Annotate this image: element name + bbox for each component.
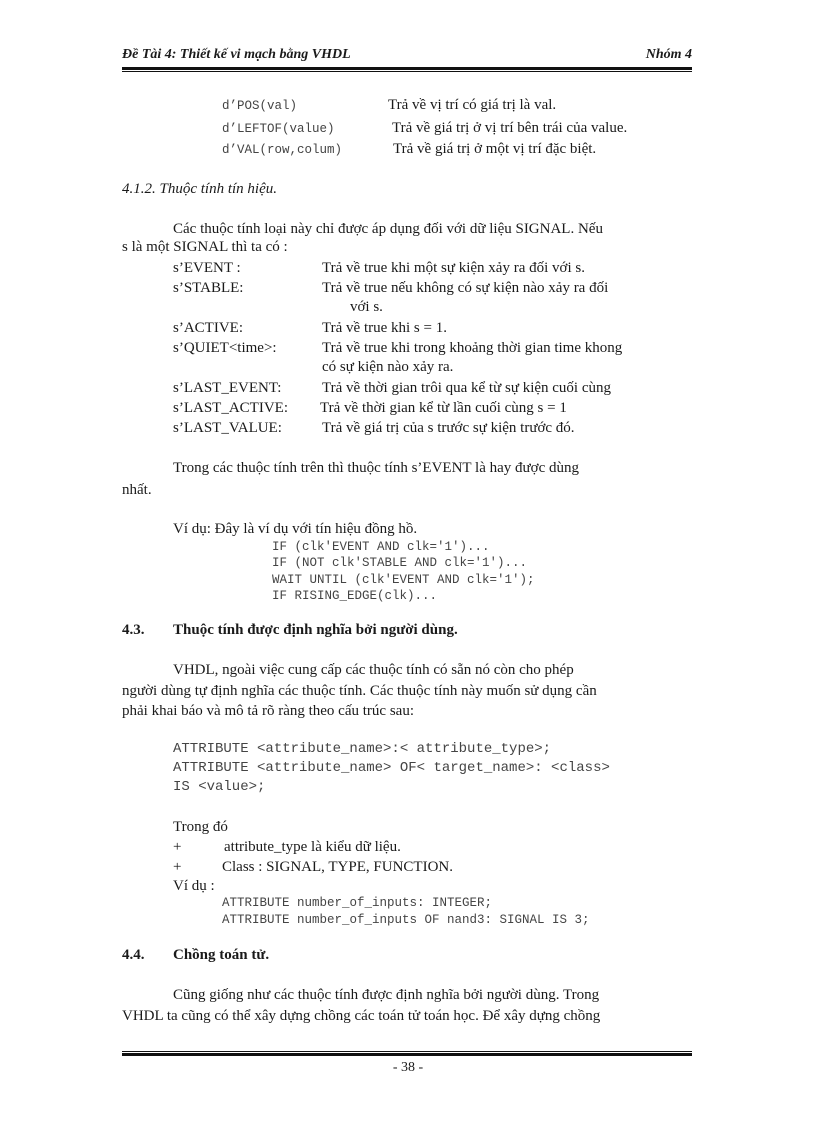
attr-name: s’STABLE:	[173, 280, 244, 296]
where-label: Trong đó	[173, 819, 228, 835]
code-line: ATTRIBUTE number_of_inputs OF nand3: SIGNAL IS 3;	[222, 913, 590, 927]
paragraph-line: s là một SIGNAL thì ta có :	[122, 239, 288, 255]
attr-desc: Trả về giá trị ở một vị trí đặc biệt.	[393, 141, 597, 157]
header-title: Đề Tài 4: Thiết kế vi mạch bằng VHDL	[122, 47, 351, 62]
attr-name: s’LAST_ACTIVE:	[173, 400, 288, 416]
page-number: - 38 -	[392, 1060, 424, 1075]
attr-desc: Trả về vị trí có giá trị là val.	[388, 97, 557, 113]
code-line: d’POS(val)	[222, 99, 298, 113]
section-title: Chồng toán tử.	[173, 947, 270, 963]
paragraph-line: VHDL, ngoài việc cung cấp các thuộc tính có sẵn nó còn cho phép	[173, 662, 574, 678]
attr-desc: Trả về thời gian trôi qua kể từ sự kiện cuối cùng	[322, 380, 612, 396]
header-rule	[122, 67, 692, 72]
code-line: IS <value>;	[173, 779, 266, 795]
attr-name: s’LAST_EVENT:	[173, 380, 282, 396]
code-line: d’LEFTOF(value)	[222, 122, 335, 136]
footer-rule	[122, 1051, 692, 1056]
code-line: ATTRIBUTE <attribute_name> OF< target_name>: <class>	[173, 760, 610, 776]
attr-desc: Trả về giá trị ở vị trí bên trái của value.	[392, 120, 628, 136]
attr-desc: Trả về true khi s = 1.	[322, 320, 447, 336]
attr-desc: Trả về true khi trong khoảng thời gian time khong	[322, 340, 623, 356]
paragraph-line: VHDL ta cũng có thể xây dựng chồng các toán tử toán học. Để xây dựng chồng	[122, 1008, 601, 1024]
example-intro: Ví dụ: Đây là ví dụ với tín hiệu đồng hồ.	[173, 521, 418, 537]
example-label: Ví dụ :	[173, 878, 215, 894]
bullet-text: attribute_type là kiểu dữ liệu.	[224, 839, 401, 855]
section-heading: 4.1.2. Thuộc tính tín hiệu.	[122, 181, 277, 197]
paragraph-line: Cũng giống như các thuộc tính được định nghĩa bởi người dùng. Trong	[173, 987, 600, 1003]
bullet-text: Class : SIGNAL, TYPE, FUNCTION.	[222, 859, 453, 875]
code-line: ATTRIBUTE <attribute_name>:< attribute_type>;	[173, 741, 552, 757]
attr-desc: Trả về true khi một sự kiện xảy ra đối với s.	[322, 260, 585, 276]
paragraph-line: Các thuộc tính loại này chỉ được áp dụng đối với dữ liệu SIGNAL. Nếu	[173, 221, 603, 237]
paragraph-line: nhất.	[122, 482, 152, 498]
attr-name: s’ACTIVE:	[173, 320, 243, 336]
attr-desc: Trả về true nếu không có sự kiện nào xảy ra đối	[322, 280, 609, 296]
section-number: 4.3.	[122, 622, 145, 638]
attr-desc: Trả về giá trị của s trước sự kiện trước đó.	[322, 420, 575, 436]
attr-desc-cont: có sự kiện nào xảy ra.	[322, 359, 454, 375]
paragraph-line: Trong các thuộc tính trên thì thuộc tính s’EVENT là hay được dùng	[173, 460, 579, 476]
code-line: ATTRIBUTE number_of_inputs: INTEGER;	[222, 896, 493, 910]
code-line: WAIT UNTIL (clk'EVENT AND clk='1');	[272, 573, 535, 587]
paragraph-line: phải khai báo và mô tả rõ ràng theo cấu trúc sau:	[122, 703, 414, 719]
section-number: 4.4.	[122, 947, 145, 963]
code-line: d’VAL(row,colum)	[222, 143, 343, 157]
code-line: IF (NOT clk'STABLE AND clk='1')...	[272, 556, 528, 570]
section-title: Thuộc tính được định nghĩa bởi người dùng.	[173, 622, 458, 638]
bullet-mark: +	[173, 839, 182, 855]
attr-name: s’LAST_VALUE:	[173, 420, 282, 436]
bullet-mark: +	[173, 859, 182, 875]
attr-desc: Trả về thời gian kể từ lần cuối cùng s = 1	[320, 400, 567, 416]
paragraph-line: người dùng tự định nghĩa các thuộc tính. Các thuộc tính này muốn sử dụng cần	[122, 683, 597, 699]
header-group: Nhóm 4	[645, 47, 692, 62]
attr-name: s’EVENT :	[173, 260, 241, 276]
code-line: IF RISING_EDGE(clk)...	[272, 589, 438, 603]
code-line: IF (clk'EVENT AND clk='1')...	[272, 540, 490, 554]
attr-desc-cont: với s.	[350, 299, 383, 315]
attr-name: s’QUIET<time>:	[173, 340, 277, 356]
